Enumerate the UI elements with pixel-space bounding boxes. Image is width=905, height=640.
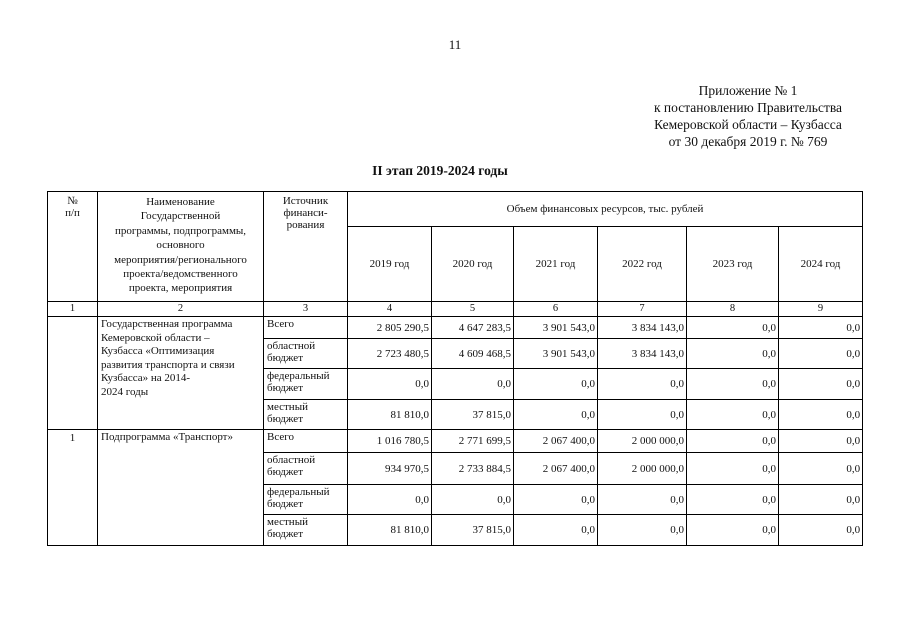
amount-cell: 0,0 xyxy=(779,369,863,400)
column-number: 2 xyxy=(98,302,264,317)
amount-cell: 2 000 000,0 xyxy=(598,453,687,485)
col-header-year: 2024 год xyxy=(779,227,863,302)
header-row xyxy=(48,192,863,227)
amount-cell: 3 834 143,0 xyxy=(598,339,687,369)
amount-cell: 2 723 480,5 xyxy=(348,339,432,369)
amount-cell: 2 805 290,5 xyxy=(348,317,432,339)
amount-cell: 0,0 xyxy=(598,369,687,400)
program-name-line: Кузбасса» на 2014- xyxy=(101,372,191,384)
header-line: мероприятия/регионального xyxy=(114,253,247,266)
funding-source-line: местный xyxy=(267,516,308,528)
program-row xyxy=(48,317,863,339)
amount-cell: 0,0 xyxy=(779,339,863,369)
funding-source-cell xyxy=(264,485,348,515)
column-number: 9 xyxy=(779,302,863,317)
amount-cell: 0,0 xyxy=(779,515,863,546)
amount-cell: 2 067 400,0 xyxy=(514,430,598,453)
column-number: 4 xyxy=(348,302,432,317)
amount-cell: 2 771 699,5 xyxy=(432,430,514,453)
amount-cell: 0,0 xyxy=(779,453,863,485)
program-name-line: Государственная программа xyxy=(101,318,233,330)
funding-source-line: областной xyxy=(267,340,316,352)
appendix-line: от 30 декабря 2019 г. № 769 xyxy=(668,134,828,149)
document-title: II этап 2019-2024 годы xyxy=(372,163,508,178)
header-line: проекта/ведомственного xyxy=(123,268,238,281)
header-line: Государственной xyxy=(140,210,221,223)
amount-cell: 81 810,0 xyxy=(348,400,432,430)
amount-cell: 0,0 xyxy=(687,400,779,430)
amount-cell: 0,0 xyxy=(432,485,514,515)
amount-cell: 0,0 xyxy=(348,485,432,515)
row-number-cell xyxy=(48,430,98,546)
column-number: 7 xyxy=(598,302,687,317)
amount-cell: 4 609 468,5 xyxy=(432,339,514,369)
column-number: 8 xyxy=(687,302,779,317)
funding-source-line: бюджет xyxy=(267,466,303,478)
amount-cell: 0,0 xyxy=(687,339,779,369)
financing-table xyxy=(47,191,863,546)
amount-cell: 0,0 xyxy=(348,369,432,400)
funding-source-cell xyxy=(264,339,348,369)
column-numbers-row xyxy=(48,302,863,317)
program-name-line: 2024 годы xyxy=(101,385,149,398)
amount-cell: 3 901 543,0 xyxy=(514,317,598,339)
appendix-line: к постановлению Правительства xyxy=(653,100,843,115)
amount-cell: 37 815,0 xyxy=(432,400,514,430)
header-line: проекта, мероприятия xyxy=(128,282,233,295)
table-header xyxy=(48,192,863,317)
header-line: п/п xyxy=(65,207,80,219)
funding-source-cell xyxy=(264,453,348,485)
appendix-line: Приложение № 1 xyxy=(698,83,798,98)
col-header-amount: Объем финансовых ресурсов, тыс. рублей xyxy=(348,192,863,227)
appendix-line: Кемеровской области – Кузбасса xyxy=(654,117,842,132)
amount-cell: 4 647 283,5 xyxy=(432,317,514,339)
header-line: программы, подпрограммы, xyxy=(114,224,247,237)
amount-cell: 0,0 xyxy=(598,485,687,515)
appendix-header xyxy=(630,82,866,150)
amount-cell: 0,0 xyxy=(779,430,863,453)
table-body xyxy=(48,317,863,546)
header-line: Источник xyxy=(282,195,329,207)
amount-cell: 934 970,5 xyxy=(348,453,432,485)
funding-source-cell xyxy=(264,400,348,430)
amount-cell: 0,0 xyxy=(598,400,687,430)
header-line: Наименование xyxy=(146,196,215,208)
col-header-number xyxy=(48,192,98,302)
amount-cell: 0,0 xyxy=(514,485,598,515)
amount-cell: 0,0 xyxy=(514,400,598,430)
funding-source-cell xyxy=(264,369,348,400)
funding-source-line: Всего xyxy=(267,318,294,330)
header-line: основного xyxy=(156,239,205,252)
program-name-line: развития транспорта и связи xyxy=(101,358,235,371)
amount-cell: 3 901 543,0 xyxy=(514,339,598,369)
column-number: 3 xyxy=(264,302,348,317)
amount-cell: 0,0 xyxy=(687,453,779,485)
funding-source-line: бюджет xyxy=(267,498,303,510)
funding-source-line: бюджет xyxy=(267,352,303,364)
col-header-year: 2020 год xyxy=(432,227,514,302)
col-header-year: 2022 год xyxy=(598,227,687,302)
amount-cell: 2 067 400,0 xyxy=(514,453,598,485)
amount-cell: 0,0 xyxy=(432,369,514,400)
col-header-year: 2021 год xyxy=(514,227,598,302)
amount-cell: 0,0 xyxy=(779,485,863,515)
col-header-year: 2019 год xyxy=(348,227,432,302)
amount-cell: 0,0 xyxy=(687,485,779,515)
amount-cell: 0,0 xyxy=(514,369,598,400)
col-header-year: 2023 год xyxy=(687,227,779,302)
amount-cell: 0,0 xyxy=(687,515,779,546)
funding-source-line: федеральный xyxy=(267,370,330,382)
funding-source-line: местный xyxy=(267,401,308,413)
amount-cell: 37 815,0 xyxy=(432,515,514,546)
amount-cell: 2 733 884,5 xyxy=(432,453,514,485)
amount-cell: 1 016 780,5 xyxy=(348,430,432,453)
amount-cell: 0,0 xyxy=(779,317,863,339)
column-number: 5 xyxy=(432,302,514,317)
amount-cell: 0,0 xyxy=(598,515,687,546)
column-number: 1 xyxy=(48,302,98,317)
funding-source-line: бюджет xyxy=(267,382,303,394)
amount-cell: 81 810,0 xyxy=(348,515,432,546)
funding-source-line: бюджет xyxy=(267,413,303,425)
funding-source-line: бюджет xyxy=(267,528,303,540)
amount-cell: 0,0 xyxy=(687,430,779,453)
funding-source-line: федеральный xyxy=(267,486,330,498)
header-line: рования xyxy=(286,219,325,231)
header-line: финанси- xyxy=(283,207,328,219)
col-header-name xyxy=(98,192,264,302)
amount-cell: 2 000 000,0 xyxy=(598,430,687,453)
amount-cell: 3 834 143,0 xyxy=(598,317,687,339)
col-header-source xyxy=(264,192,348,302)
page-number: 11 xyxy=(448,37,462,52)
program-name-line: Подпрограмма «Транспорт» xyxy=(101,431,233,443)
row-number-cell xyxy=(48,317,98,430)
program-name-cell xyxy=(98,430,264,546)
funding-source-cell xyxy=(264,430,348,453)
amount-cell: 0,0 xyxy=(514,515,598,546)
program-name-line: Кузбасса «Оптимизация xyxy=(101,345,215,357)
amount-cell: 0,0 xyxy=(687,369,779,400)
funding-source-cell xyxy=(264,515,348,546)
funding-source-cell xyxy=(264,317,348,339)
program-name-line: Кемеровской области – xyxy=(101,331,210,344)
row-number: 1 xyxy=(69,432,76,444)
header-line: № xyxy=(67,195,78,207)
amount-cell: 0,0 xyxy=(687,317,779,339)
subprogram-row xyxy=(48,430,863,453)
funding-source-line: Всего xyxy=(267,431,294,443)
column-number: 6 xyxy=(514,302,598,317)
amount-cell: 0,0 xyxy=(779,400,863,430)
program-name-cell xyxy=(98,317,264,430)
funding-source-line: областной xyxy=(267,454,316,466)
